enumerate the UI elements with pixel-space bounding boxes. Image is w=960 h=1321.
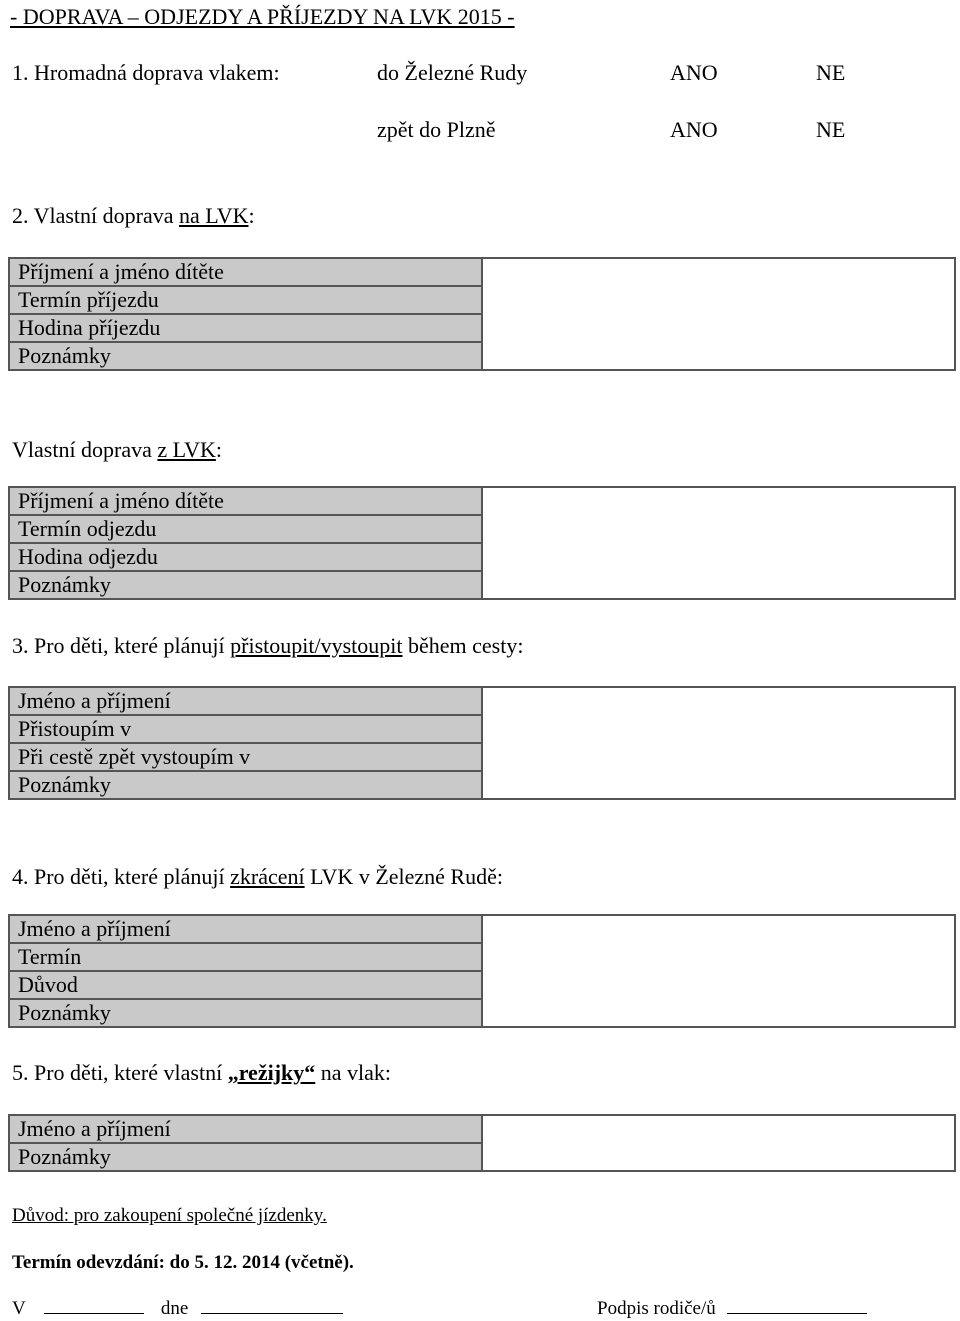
document-title: - DOPRAVA – ODJEZDY A PŘÍJEZDY NA LVK 2015 - xyxy=(10,4,515,29)
parent-signature xyxy=(597,1298,867,1320)
own-to-heading: 2. Vlastní doprava na LVK: xyxy=(12,203,255,228)
own-to-input[interactable] xyxy=(482,258,955,370)
shorten-heading: 4. Pro děti, které plánují zkrácení LVK v Železné Rudě: xyxy=(12,864,503,889)
field-label: Poznámky xyxy=(9,1143,482,1171)
field-label: Poznámky xyxy=(9,571,482,599)
field-label: Poznámky xyxy=(9,999,482,1027)
date-label: dne xyxy=(160,1298,189,1319)
field-label: Příjmení a jméno dítěte xyxy=(9,487,482,515)
signature-label: Podpis rodiče/ů xyxy=(597,1298,716,1319)
field-label: Příjmení a jméno dítěte xyxy=(9,258,482,286)
own-from-heading: Vlastní doprava z LVK: xyxy=(12,437,222,462)
field-label: Důvod xyxy=(9,971,482,999)
board-table xyxy=(8,686,956,800)
field-label: Jméno a příjmení xyxy=(9,1115,482,1143)
train-dest-2: zpět do Plzně xyxy=(377,117,496,142)
reason-note: Důvod: pro zakoupení společné jízdenky. xyxy=(12,1205,327,1226)
signature-field[interactable] xyxy=(727,1313,867,1314)
train-yes-1[interactable]: ANO xyxy=(670,60,718,85)
field-label: Termín odjezdu xyxy=(9,515,482,543)
field-label: Při cestě zpět vystoupím v xyxy=(9,743,482,771)
own-to-table xyxy=(8,257,956,371)
pass-input[interactable] xyxy=(482,1115,955,1171)
train-label: 1. Hromadná doprava vlakem: xyxy=(12,60,280,85)
field-label: Hodina odjezdu xyxy=(9,543,482,571)
date-field[interactable] xyxy=(201,1313,343,1314)
field-label: Přistoupím v xyxy=(9,715,482,743)
train-dest-1: do Železné Rudy xyxy=(377,60,528,85)
own-from-table xyxy=(8,486,956,600)
place-field[interactable] xyxy=(44,1313,144,1314)
deadline: Termín odevzdání: do 5. 12. 2014 (včetně). xyxy=(12,1252,354,1273)
field-label: Poznámky xyxy=(9,771,482,799)
field-label: Termín xyxy=(9,943,482,971)
shorten-input[interactable] xyxy=(482,915,955,1027)
board-input[interactable] xyxy=(482,687,955,799)
shorten-table xyxy=(8,914,956,1028)
signature-row xyxy=(12,1298,343,1320)
place-label: V xyxy=(12,1298,26,1319)
field-label: Poznámky xyxy=(9,342,482,370)
field-label: Termín příjezdu xyxy=(9,286,482,314)
own-from-input[interactable] xyxy=(482,487,955,599)
field-label: Jméno a příjmení xyxy=(9,915,482,943)
train-no-1[interactable]: NE xyxy=(816,60,846,85)
field-label: Jméno a příjmení xyxy=(9,687,482,715)
board-heading: 3. Pro děti, které plánují přistoupit/vystoupit během cesty: xyxy=(12,633,524,658)
field-label: Hodina příjezdu xyxy=(9,314,482,342)
train-no-2[interactable]: NE xyxy=(816,117,846,142)
train-yes-2[interactable]: ANO xyxy=(670,117,718,142)
pass-table xyxy=(8,1114,956,1172)
pass-heading: 5. Pro děti, které vlastní „režijky“ na vlak: xyxy=(12,1060,392,1085)
